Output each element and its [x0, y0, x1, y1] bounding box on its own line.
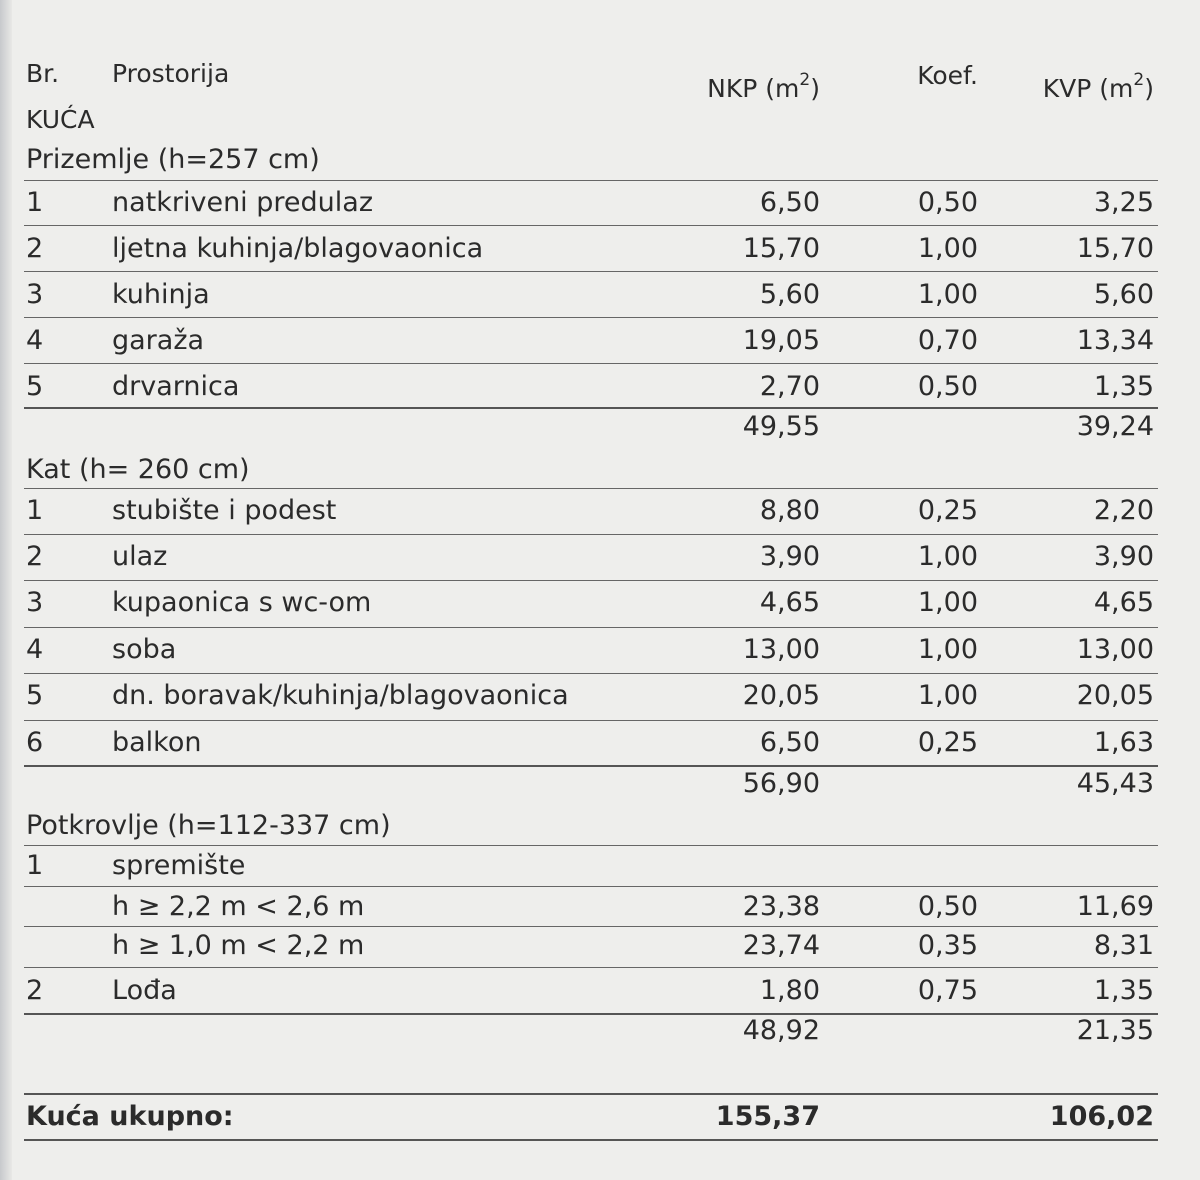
row-divider [24, 317, 1158, 318]
row-divider [24, 886, 1158, 887]
koef-value: 1,00 [917, 233, 978, 264]
koef-value: 1,00 [917, 279, 978, 310]
koef-value: 0,35 [917, 930, 978, 961]
row-number: 1 [26, 495, 44, 526]
section-title: Potkrovlje (h=112-337 cm) [26, 810, 391, 841]
kvp-value: 1,35 [1093, 371, 1154, 402]
room-name: kuhinja [112, 279, 210, 310]
row-divider [24, 363, 1158, 364]
row-number: 1 [26, 187, 44, 218]
row-divider [24, 271, 1158, 272]
koef-value: 1,00 [917, 541, 978, 572]
col-header-kvp: KVP $(m^2)$ [1042, 70, 1154, 103]
kvp-value: 2,20 [1093, 495, 1154, 526]
koef-value: 1,00 [917, 587, 978, 618]
nkp-value: 5,60 [759, 279, 820, 310]
kvp-value: 5,60 [1093, 279, 1154, 310]
row-number: 2 [26, 975, 44, 1006]
section-title: Prizemlje (h=257 cm) [26, 144, 320, 175]
room-name: stubište i podest [112, 495, 337, 526]
row-divider [24, 967, 1158, 968]
kvp-value: 8,31 [1093, 930, 1154, 961]
nkp-value: 6,50 [759, 727, 820, 758]
kvp-value: 20,05 [1076, 680, 1154, 711]
row-number: 2 [26, 541, 44, 572]
nkp-value: 1,80 [759, 975, 820, 1006]
nkp-value: 13,00 [742, 634, 820, 665]
room-name: dn. boravak/kuhinja/blagovaonica [112, 680, 569, 711]
kvp-value: 15,70 [1076, 233, 1154, 264]
subtotal-nkp: 48,92 [742, 1015, 820, 1046]
row-number: 3 [26, 279, 44, 310]
nkp-value: 8,80 [759, 495, 820, 526]
nkp-value: 20,05 [742, 680, 820, 711]
room-name: ljetna kuhinja/blagovaonica [112, 233, 484, 264]
kvp-value: 1,35 [1093, 975, 1154, 1006]
subtotal-divider [24, 1013, 1158, 1015]
subtotal-nkp: 56,90 [742, 768, 820, 799]
row-number: 6 [26, 727, 44, 758]
grand-total-divider [24, 1093, 1158, 1095]
row-divider [24, 720, 1158, 721]
row-divider [24, 627, 1158, 628]
col-header-br: Br. [26, 59, 60, 88]
room-name: drvarnica [112, 371, 240, 402]
kvp-value: 3,25 [1093, 187, 1154, 218]
room-name: soba [112, 634, 177, 665]
nkp-value: 19,05 [742, 325, 820, 356]
kvp-value: 11,69 [1076, 891, 1154, 922]
koef-value: 0,50 [917, 891, 978, 922]
subtotal-divider [24, 765, 1158, 767]
nkp-value: 23,74 [742, 930, 820, 961]
room-name: kupaonica s wc-om [112, 587, 372, 618]
row-number: 4 [26, 634, 44, 665]
kvp-value: 3,90 [1093, 541, 1154, 572]
subtotal-nkp: 49,55 [742, 411, 820, 442]
koef-value: 1,00 [917, 680, 978, 711]
room-name: ulaz [112, 541, 168, 572]
koef-value: 1,00 [917, 634, 978, 665]
subtotal-divider [24, 407, 1158, 409]
koef-value: 0,25 [917, 727, 978, 758]
row-divider [24, 580, 1158, 581]
row-divider [24, 534, 1158, 535]
section-title: Kat (h= 260 cm) [26, 454, 250, 485]
nkp-value: 15,70 [742, 233, 820, 264]
row-number: 1 [26, 850, 44, 881]
kvp-value: 1,63 [1093, 727, 1154, 758]
house-title: KUĆA [26, 105, 95, 134]
kvp-value: 13,34 [1076, 325, 1154, 356]
room-name: natkriveni predulaz [112, 187, 373, 218]
row-divider [24, 926, 1158, 927]
row-divider [24, 845, 1158, 846]
nkp-value: 3,90 [759, 541, 820, 572]
nkp-value: 2,70 [759, 371, 820, 402]
nkp-value: 23,38 [742, 891, 820, 922]
grand-total-label: Kuća ukupno: [26, 1101, 234, 1132]
subtotal-kvp: 21,35 [1076, 1015, 1154, 1046]
koef-value: 0,50 [917, 187, 978, 218]
row-number: 4 [26, 325, 44, 356]
kvp-value: 13,00 [1076, 634, 1154, 665]
room-name: Lođa [112, 975, 177, 1006]
nkp-value: 6,50 [759, 187, 820, 218]
grand-total-bottom-divider [24, 1139, 1158, 1141]
subtotal-kvp: 39,24 [1076, 411, 1154, 442]
col-header-prostorija: Prostorija [112, 59, 230, 88]
col-header-koef: Koef. [917, 61, 978, 90]
row-divider [24, 673, 1158, 674]
grand-total-kvp: 106,02 [1049, 1101, 1154, 1132]
kvp-value: 4,65 [1093, 587, 1154, 618]
row-divider [24, 180, 1158, 181]
koef-value: 0,70 [917, 325, 978, 356]
koef-value: 0,75 [917, 975, 978, 1006]
room-name: spremište [112, 850, 246, 881]
row-number: 3 [26, 587, 44, 618]
room-name: h ≥ 1,0 m < 2,2 m [112, 930, 365, 961]
row-number: 2 [26, 233, 44, 264]
col-header-nkp: NKP $(m^2)$ [707, 70, 820, 103]
page-edge-shadow [0, 0, 12, 1180]
subtotal-kvp: 45,43 [1076, 768, 1154, 799]
row-number: 5 [26, 371, 44, 402]
row-divider [24, 488, 1158, 489]
row-divider [24, 225, 1158, 226]
room-name: garaža [112, 325, 205, 356]
grand-total-nkp: 155,37 [715, 1101, 820, 1132]
room-name: h ≥ 2,2 m < 2,6 m [112, 891, 365, 922]
nkp-value: 4,65 [759, 587, 820, 618]
room-name: balkon [112, 727, 202, 758]
row-number: 5 [26, 680, 44, 711]
koef-value: 0,50 [917, 371, 978, 402]
koef-value: 0,25 [917, 495, 978, 526]
